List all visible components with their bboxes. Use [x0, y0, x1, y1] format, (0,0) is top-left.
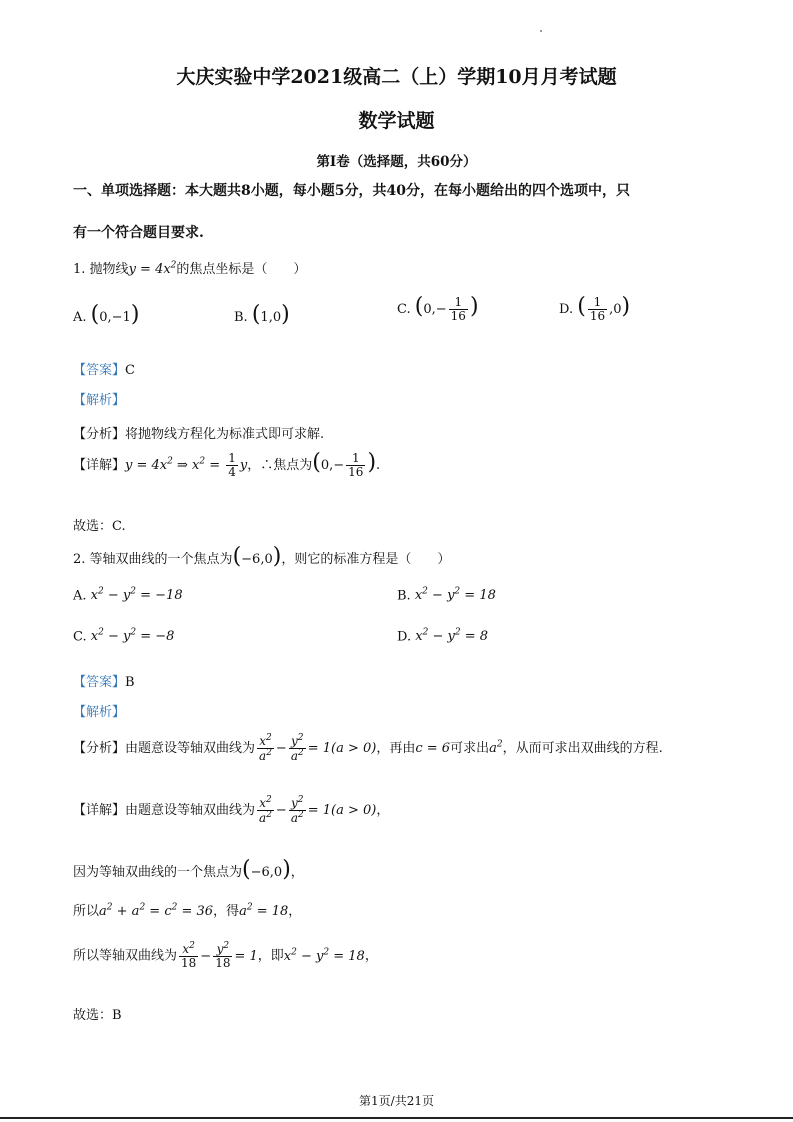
xiangjie-tag: 【详解】 — [73, 458, 126, 474]
q1-detail-end: . — [376, 458, 381, 474]
q2-line-3-point: (−6,0) — [242, 857, 291, 882]
q2-fenxi-text-c: 可求出 — [450, 741, 490, 757]
xiangjie-tag: 【详解】 — [73, 803, 126, 819]
q1-option-c-label: C. — [397, 302, 411, 318]
q1-option-c — [397, 296, 479, 323]
q2-option-c — [73, 628, 174, 644]
q2-focus-point: (−6,0) — [232, 544, 282, 569]
fenxi-tag: 【分析】 — [73, 741, 126, 757]
q2-line-3-text: 因为等轴双曲线的一个焦点为 — [73, 865, 243, 880]
page-footer: 第1页/共21页 — [359, 1094, 434, 1108]
q2-option-c-label: C. — [73, 629, 87, 645]
q1-stem — [73, 258, 306, 277]
q1-fenxi — [73, 423, 324, 442]
q2-answer-value: B — [125, 675, 135, 690]
subject-title: 数学试题 — [358, 110, 435, 132]
q2-option-c-value: $x^2 - y^2 = -8$ — [90, 628, 175, 645]
q2-fenxi-text-a: 由题意设等轴双曲线为 — [125, 741, 256, 757]
q1-option-d — [559, 296, 630, 323]
q2-option-d — [397, 628, 488, 644]
q2-fenxi — [73, 734, 663, 763]
instructions-line-2: 有一个符合题目要求. — [73, 225, 204, 241]
q1-answer-value: C — [125, 363, 135, 378]
q2-line-5-text-b: ，即 — [257, 948, 284, 964]
q1-fenxi-text: 将抛物线方程化为标准式即可求解. — [125, 427, 325, 442]
q2-line-5-end: ， — [364, 948, 378, 964]
q1-option-a — [73, 304, 139, 326]
q1-number: 1. — [73, 262, 86, 277]
q2-text-b: ，则它的标准方程是（ ） — [281, 552, 451, 567]
q1-equation: $y = 4x^2$ — [128, 260, 177, 277]
q1-text-a: 抛物线 — [89, 262, 129, 277]
q2-line-4 — [73, 900, 301, 919]
q2-option-a-value: $x^2 - y^2 = -18$ — [90, 587, 183, 604]
q1-option-b-value: (1,0) — [251, 302, 290, 327]
q2-line-5-equation: $\frac{x^2}{18}$ − $\frac{y^2}{18}$ = 1 — [181, 941, 258, 971]
q2-fenxi-c: c = 6 — [415, 741, 451, 757]
bottom-rule — [0, 1117, 793, 1119]
q2-fenxi-equation: $\frac{x^2}{a^2}$ − $\frac{y^2}{a^2}$ = 1(a > 0) — [259, 733, 377, 764]
q1-option-b-label: B. — [234, 310, 248, 325]
q2-line-4-text-b: ，得 — [213, 904, 240, 919]
q2-option-d-label: D. — [397, 629, 412, 645]
q2-text-a: 等轴双曲线的一个焦点为 — [89, 552, 233, 567]
q2-option-b-value: $x^2 - y^2 = 18$ — [414, 587, 496, 604]
q2-option-b-label: B. — [397, 588, 411, 604]
q2-line-3-end: ， — [290, 865, 304, 880]
answer-tag: 【答案】 — [73, 675, 126, 690]
section-heading: 第I卷（选择题，共60分） — [316, 154, 477, 170]
q2-answer — [73, 671, 135, 690]
scan-dot — [540, 30, 542, 32]
q1-option-a-value: (0,−1) — [90, 302, 140, 327]
q1-option-d-label: D. — [559, 302, 574, 318]
fenxi-tag: 【分析】 — [73, 427, 126, 442]
q1-conclusion: 故选：C. — [73, 519, 126, 534]
instructions-line-1: 一、单项选择题：本大题共8小题，每小题5分，共40分，在每小题给出的四个选项中，只 — [73, 183, 630, 199]
q1-detail-equation: $y = 4x^2$ ⇒ $x^2$ = $\frac{1}{4}$ y — [125, 451, 248, 480]
q2-fenxi-text-d: ，从而可求出双曲线的方程. — [502, 741, 663, 757]
q2-analysis-tag: 【解析】 — [73, 705, 126, 720]
q2-stem — [73, 546, 450, 568]
q2-detail-text-a: 由题意设等轴双曲线为 — [125, 803, 256, 819]
q1-option-d-value: ( $\frac{1}{16}$ ,0) — [577, 294, 631, 324]
q1-detail-text: ，∴焦点为 — [247, 458, 313, 474]
q2-line-5-text-a: 所以等轴双曲线为 — [73, 948, 178, 964]
q2-option-a-label: A. — [73, 588, 87, 604]
q1-option-a-label: A. — [73, 310, 87, 325]
q2-detail-equation: $\frac{x^2}{a^2}$ − $\frac{y^2}{a^2}$ = 1(a > 0) — [259, 795, 377, 826]
q1-option-b — [234, 304, 290, 326]
q2-line-4-text-a: 所以 — [73, 904, 100, 919]
q1-analysis-tag: 【解析】 — [73, 393, 126, 408]
q2-fenxi-a2: $a^2$ — [489, 739, 503, 757]
q2-option-a — [73, 587, 183, 603]
q2-line-5 — [73, 942, 378, 970]
q1-detail — [73, 452, 380, 479]
q2-conclusion: 故选：B — [73, 1008, 122, 1023]
q2-option-d-value: $x^2 - y^2 = 8$ — [415, 628, 488, 645]
q2-line-4-result: $a^2 = 18$ — [239, 902, 289, 919]
q2-line-4-equation: $a^2 + a^2 = c^2 = 36$ — [99, 902, 214, 919]
q2-detail-text-b: ， — [376, 803, 390, 819]
q1-answer — [73, 359, 135, 378]
q1-option-c-value: (0,− $\frac{1}{16}$ ) — [414, 294, 479, 324]
q2-detail — [73, 796, 389, 825]
q2-number: 2. — [73, 552, 86, 567]
q2-option-b — [397, 587, 496, 603]
q2-line-3 — [73, 859, 304, 881]
q1-detail-focus: (0,− $\frac{1}{16}$ ) — [312, 450, 377, 480]
answer-tag: 【答案】 — [73, 363, 126, 378]
q2-fenxi-text-b: ，再由 — [376, 741, 416, 757]
q2-line-5-result: $x^2 - y^2 = 18$ — [283, 947, 365, 964]
exam-title: 大庆实验中学2021级高二（上）学期10月月考试题 — [176, 66, 617, 88]
q1-text-b: 的焦点坐标是（ ） — [176, 262, 307, 277]
q2-line-4-end: ， — [288, 904, 302, 919]
